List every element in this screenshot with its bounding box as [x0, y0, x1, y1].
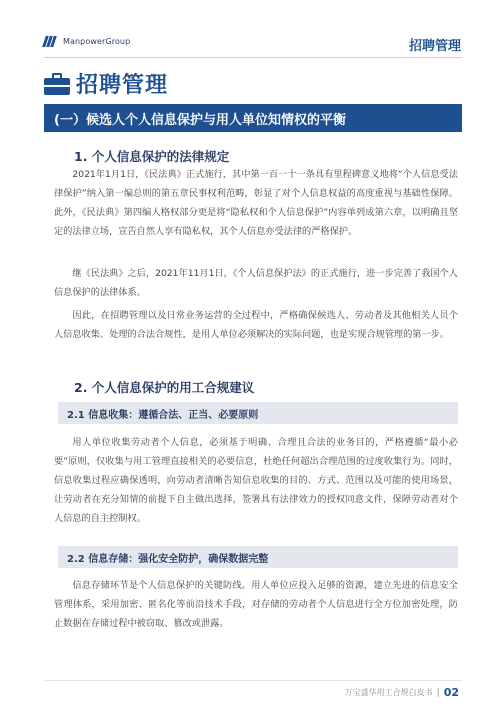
- briefcase-icon: [44, 73, 70, 95]
- paragraph-part1-1: 2021年1月1日，《民法典》正式施行，其中第一百一十一条具有里程碑意义地将“个人信息受法律保护”纳入第一编总则的第五章民事权利范畴，彰显了对个人信息权益的高度重视与基础性保障。此外，《民法典》第四编人格权部分更是将“隐私权和个人信息保护”内容单列成第六章，以明确且坚定的法律立场，宣告自然人享有隐私权，其个人信息亦受法律的严格保护。: [54, 169, 458, 237]
- paragraph-part1-3: 因此，在招聘管理以及日常业务运营的全过程中，严格确保候选人、劳动者及其他相关人员个人信息收集、处理的合法合规性，是用人单位必须解决的实际问题，也是实现合规管理的第一步。: [54, 310, 458, 340]
- logo-text: ManpowerGroup: [63, 37, 131, 46]
- page-footer: [345, 686, 459, 699]
- footer-divider: [44, 680, 462, 681]
- section-banner-text: (一）候选人个人信息保护与用人单位知情权的平衡: [54, 113, 346, 128]
- sub-banner-2-2-title: 2.2 信息存储：强化安全防护，确保数据完整: [67, 554, 269, 565]
- paragraph-2-2: 信息存储环节是个人信息保护的关键防线。用人单位应投入足够的资源，建立先进的信息安全管理体系，采用加密、匿名化等前沿技术手段，对存储的劳动者个人信息进行全方位加密处理，防止数据在存储过程中被窃取、篡改或泄露。: [54, 580, 458, 629]
- header-divider: [44, 57, 462, 58]
- logo-mark-icon: [44, 36, 59, 47]
- sub-banner-2-1-title: 2.1 信息收集：遵循合法、正当、必要原则: [67, 410, 259, 421]
- sub-banner-2-2: [58, 546, 458, 568]
- heading-part1: 1. 个人信息保护的法律规定: [74, 149, 230, 164]
- sub-banner-2-1: [58, 402, 458, 424]
- header-section-title: 招聘管理: [408, 39, 461, 54]
- manpowergroup-logo: [44, 36, 130, 47]
- page-header: [0, 0, 499, 62]
- section-banner: [44, 104, 462, 132]
- page-title: 招聘管理: [76, 73, 169, 98]
- page-heading: [44, 68, 168, 99]
- paragraph-2-1: 用人单位收集劳动者个人信息，必须基于明确、合理且合法的业务目的，严格遵循“最小必要”原则，仅收集与用工管理直接相关的必要信息，杜绝任何超出合理范围的过度收集行为。同时，信息收集过程应确保透明，向劳动者清晰告知信息收集的目的、方式、范围以及可能的使用场景，让劳动者在充分知情的前提下自主做出选择，签署具有法律效力的授权同意文件，保障劳动者对个人信息的自主控制权。: [54, 437, 458, 524]
- heading-part2: 2. 个人信息保护的用工合规建议: [74, 380, 255, 395]
- paragraph-part1-2: 继《民法典》之后，2021年11月1日，《个人信息保护法》的正式施行，进一步完善了我国个人信息保护的法律体系。: [54, 268, 458, 298]
- footer-separator: |: [436, 687, 440, 698]
- page-number: 02: [443, 686, 459, 699]
- footer-publication: 万宝盛华用工合规白皮书: [344, 688, 433, 697]
